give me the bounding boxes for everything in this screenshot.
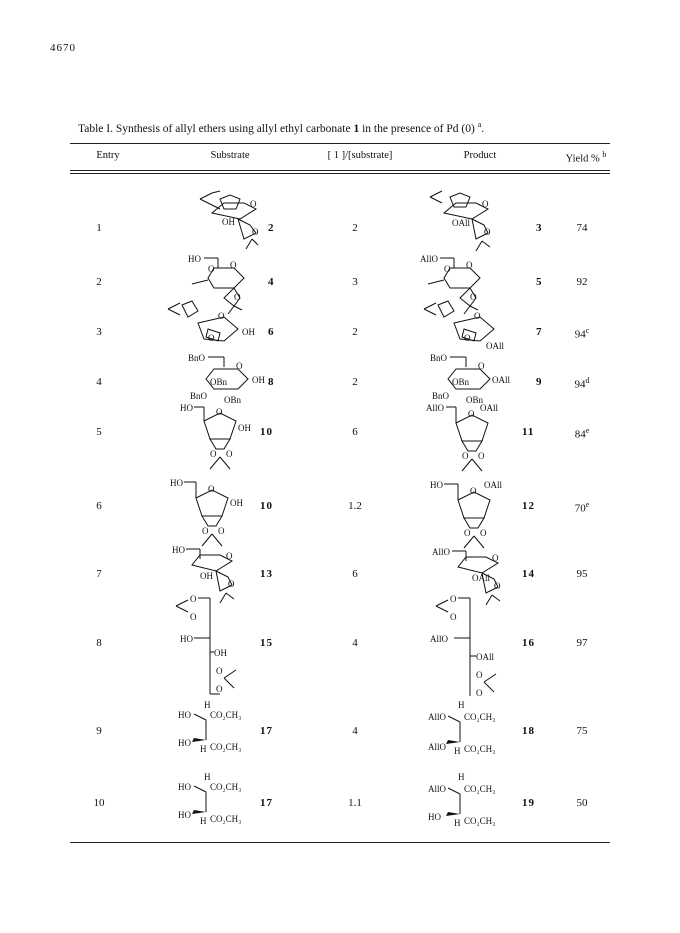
header-yield-label: Yield % bbox=[565, 153, 600, 165]
svg-text:AllO: AllO bbox=[428, 784, 446, 794]
svg-text:O: O bbox=[208, 264, 215, 274]
substrate-compound-number: 13 bbox=[260, 568, 273, 580]
yield-percent: 94 bbox=[574, 328, 586, 341]
product-compound-number: 3 bbox=[536, 222, 543, 234]
svg-text:CO₂CH₃: CO₂CH₃ bbox=[464, 816, 496, 826]
reagent-ratio: 2 bbox=[352, 326, 358, 338]
svg-text:O: O bbox=[464, 528, 471, 538]
svg-text:OBn: OBn bbox=[210, 377, 228, 387]
structure-2 bbox=[200, 191, 259, 249]
svg-text:HO: HO bbox=[428, 812, 441, 822]
svg-text:HO: HO bbox=[172, 545, 185, 555]
svg-text:O: O bbox=[450, 612, 457, 622]
svg-text:O: O bbox=[190, 594, 197, 604]
svg-text:OAll: OAll bbox=[484, 480, 502, 490]
svg-text:O: O bbox=[202, 526, 209, 536]
header-entry: Entry bbox=[96, 150, 120, 161]
svg-text:O: O bbox=[226, 449, 233, 459]
entry-number: 6 bbox=[96, 500, 102, 512]
yield-percent: 94 bbox=[574, 378, 586, 391]
page-number: 4670 bbox=[50, 42, 76, 54]
bottom-rule bbox=[70, 842, 610, 843]
yield-percent: 75 bbox=[576, 725, 588, 737]
svg-text:OH: OH bbox=[242, 327, 255, 337]
svg-text:O: O bbox=[234, 292, 241, 302]
yield-percent: 84 bbox=[574, 428, 586, 441]
structure-17b bbox=[178, 772, 241, 826]
reagent-ratio: 3 bbox=[352, 276, 358, 288]
product-compound-number: 5 bbox=[536, 276, 543, 288]
svg-text:H: H bbox=[200, 816, 207, 826]
svg-text:O: O bbox=[190, 612, 197, 622]
svg-text:HO: HO bbox=[180, 634, 193, 644]
svg-text:AllO: AllO bbox=[426, 403, 444, 413]
structure-10a bbox=[180, 403, 251, 469]
svg-text:H: H bbox=[204, 700, 211, 710]
svg-text:O: O bbox=[216, 407, 223, 417]
structure-14 bbox=[432, 547, 501, 605]
svg-text:BnO: BnO bbox=[188, 353, 206, 363]
reagent-ratio: 4 bbox=[352, 637, 358, 649]
yield-percent: 70 bbox=[574, 502, 586, 515]
product-compound-number: 11 bbox=[522, 426, 535, 438]
svg-text:H: H bbox=[458, 700, 465, 710]
svg-text:OAll: OAll bbox=[476, 652, 494, 662]
svg-text:HO: HO bbox=[170, 478, 183, 488]
svg-text:HO: HO bbox=[430, 480, 443, 490]
product-compound-number: 18 bbox=[522, 725, 535, 737]
entry-number: 3 bbox=[96, 326, 102, 338]
svg-text:HO: HO bbox=[188, 254, 201, 264]
svg-text:AllO: AllO bbox=[430, 634, 448, 644]
structure-15 bbox=[176, 594, 236, 694]
yield-footnote-mark: c bbox=[585, 326, 590, 335]
svg-text:CO₂CH₃: CO₂CH₃ bbox=[464, 744, 496, 754]
svg-text:O: O bbox=[478, 361, 485, 371]
svg-text:CO₂CH₃: CO₂CH₃ bbox=[210, 742, 242, 752]
structure-10b bbox=[170, 478, 243, 546]
entry-number: 1 bbox=[96, 222, 102, 234]
entry-number: 5 bbox=[96, 426, 102, 438]
reagent-ratio: 6 bbox=[352, 426, 358, 438]
yield-percent: 92 bbox=[576, 276, 588, 288]
svg-text:CO₂CH₃: CO₂CH₃ bbox=[210, 782, 242, 792]
structure-13 bbox=[172, 545, 235, 603]
svg-text:AllO: AllO bbox=[420, 254, 438, 264]
structure-16 bbox=[430, 594, 496, 698]
caption-suffix: in the presence of Pd (0) bbox=[359, 122, 478, 135]
svg-text:CO₂CH₃: CO₂CH₃ bbox=[210, 710, 242, 720]
product-compound-number: 16 bbox=[522, 637, 535, 649]
structure-3 bbox=[430, 191, 491, 251]
svg-text:H: H bbox=[204, 772, 211, 782]
structure-12 bbox=[430, 480, 502, 548]
structure-18 bbox=[428, 700, 495, 756]
yield-footnote-mark: d bbox=[585, 376, 590, 385]
yield-footnote-mark: e bbox=[585, 500, 590, 509]
caption-compound: 1 bbox=[353, 122, 360, 135]
substrate-compound-number: 4 bbox=[268, 276, 275, 288]
svg-text:OAll: OAll bbox=[480, 403, 498, 413]
structure-11 bbox=[426, 403, 498, 471]
svg-text:O: O bbox=[444, 264, 451, 274]
substrate-compound-number: 10 bbox=[260, 500, 273, 512]
structure-8 bbox=[188, 353, 265, 405]
svg-text:AllO: AllO bbox=[432, 547, 450, 557]
svg-text:O: O bbox=[478, 451, 485, 461]
reagent-ratio: 1.2 bbox=[348, 500, 362, 512]
svg-text:O: O bbox=[464, 333, 471, 343]
yield-footnote-mark: e bbox=[585, 426, 590, 435]
reagent-ratio: 2 bbox=[352, 376, 358, 388]
reagent-ratio: 1.1 bbox=[348, 797, 362, 809]
svg-text:O: O bbox=[228, 579, 235, 589]
svg-text:OH: OH bbox=[252, 375, 265, 385]
svg-text:OH: OH bbox=[214, 648, 227, 658]
svg-text:OAll: OAll bbox=[492, 375, 510, 385]
svg-text:O: O bbox=[208, 484, 215, 494]
svg-text:O: O bbox=[492, 553, 499, 563]
structure-17a bbox=[178, 700, 241, 754]
svg-text:OBn: OBn bbox=[466, 395, 484, 405]
svg-text:O: O bbox=[218, 526, 225, 536]
substrate-compound-number: 15 bbox=[260, 637, 273, 649]
svg-text:O: O bbox=[482, 199, 489, 209]
product-compound-number: 12 bbox=[522, 500, 535, 512]
entry-number: 2 bbox=[96, 276, 102, 288]
svg-text:O: O bbox=[470, 292, 477, 302]
svg-text:CO₂CH₃: CO₂CH₃ bbox=[464, 784, 496, 794]
substrate-compound-number: 2 bbox=[268, 222, 275, 234]
svg-text:OH: OH bbox=[200, 571, 213, 581]
caption-end: . bbox=[481, 122, 485, 135]
svg-text:O: O bbox=[470, 486, 477, 496]
entry-number: 4 bbox=[96, 376, 102, 388]
svg-text:HO: HO bbox=[178, 738, 191, 748]
structure-6 bbox=[168, 301, 255, 343]
substrate-compound-number: 10 bbox=[260, 426, 273, 438]
header-product: Product bbox=[463, 150, 497, 161]
substrate-compound-number: 6 bbox=[268, 326, 275, 338]
svg-text:CO₂CH₃: CO₂CH₃ bbox=[464, 712, 496, 722]
yield-percent: 95 bbox=[576, 568, 588, 580]
entry-number: 9 bbox=[96, 725, 102, 737]
svg-text:O: O bbox=[216, 666, 223, 676]
svg-text:H: H bbox=[458, 772, 465, 782]
reagent-ratio: 4 bbox=[352, 725, 358, 737]
svg-text:O: O bbox=[208, 333, 215, 343]
structure-19 bbox=[428, 772, 495, 828]
svg-text:HO: HO bbox=[178, 710, 191, 720]
svg-text:OBn: OBn bbox=[224, 395, 242, 405]
caption-prefix: Table I. Synthesis of allyl ethers using allyl ethyl carbonate bbox=[78, 122, 354, 135]
entry-number: 10 bbox=[93, 797, 105, 809]
svg-text:BnO: BnO bbox=[190, 391, 208, 401]
structure-4 bbox=[188, 254, 244, 314]
svg-text:O: O bbox=[476, 688, 483, 698]
svg-text:O: O bbox=[480, 528, 487, 538]
entry-number: 8 bbox=[96, 637, 102, 649]
header-yield-note: b bbox=[602, 150, 607, 159]
svg-text:O: O bbox=[250, 199, 257, 209]
caption-note: a bbox=[477, 120, 482, 129]
svg-text:OBn: OBn bbox=[452, 377, 470, 387]
svg-text:OH: OH bbox=[238, 423, 251, 433]
reagent-ratio: 6 bbox=[352, 568, 358, 580]
svg-text:O: O bbox=[216, 684, 223, 694]
svg-text:BnO: BnO bbox=[432, 391, 450, 401]
svg-text:BnO: BnO bbox=[430, 353, 448, 363]
svg-text:O: O bbox=[476, 670, 483, 680]
svg-text:O: O bbox=[252, 227, 259, 237]
substrate-compound-number: 8 bbox=[268, 376, 275, 388]
svg-text:OH: OH bbox=[222, 217, 235, 227]
svg-text:O: O bbox=[484, 227, 491, 237]
svg-text:H: H bbox=[454, 746, 461, 756]
svg-text:H: H bbox=[200, 744, 207, 754]
svg-text:HO: HO bbox=[180, 403, 193, 413]
svg-text:O: O bbox=[210, 449, 217, 459]
product-compound-number: 9 bbox=[536, 376, 543, 388]
svg-text:AllO: AllO bbox=[428, 712, 446, 722]
entry-number: 7 bbox=[96, 568, 102, 580]
svg-text:H: H bbox=[454, 818, 461, 828]
svg-text:O: O bbox=[466, 260, 473, 270]
yield-percent: 74 bbox=[576, 222, 588, 234]
yield-percent: 50 bbox=[576, 797, 588, 809]
svg-text:CO₂CH₃: CO₂CH₃ bbox=[210, 814, 242, 824]
substrate-compound-number: 17 bbox=[260, 797, 273, 809]
svg-text:O: O bbox=[230, 260, 237, 270]
product-compound-number: 7 bbox=[536, 326, 543, 338]
svg-text:O: O bbox=[450, 594, 457, 604]
svg-text:OAll: OAll bbox=[452, 218, 470, 228]
svg-text:HO: HO bbox=[178, 810, 191, 820]
structure-7 bbox=[424, 301, 504, 351]
product-compound-number: 14 bbox=[522, 568, 535, 580]
svg-text:O: O bbox=[226, 551, 233, 561]
svg-text:AllO: AllO bbox=[428, 742, 446, 752]
header-ratio: [ 1 ]/[substrate] bbox=[327, 150, 393, 161]
yield-percent: 97 bbox=[576, 637, 588, 649]
svg-text:O: O bbox=[218, 311, 225, 321]
reagent-ratio: 2 bbox=[352, 222, 358, 234]
header-substrate: Substrate bbox=[210, 150, 250, 161]
substrate-compound-number: 17 bbox=[260, 725, 273, 737]
svg-text:O: O bbox=[236, 361, 243, 371]
product-compound-number: 19 bbox=[522, 797, 535, 809]
svg-text:OAll: OAll bbox=[472, 573, 490, 583]
svg-text:O: O bbox=[494, 581, 501, 591]
svg-text:O: O bbox=[468, 409, 475, 419]
structure-9 bbox=[430, 353, 510, 405]
svg-text:HO: HO bbox=[178, 782, 191, 792]
svg-text:O: O bbox=[462, 451, 469, 461]
svg-text:OAll: OAll bbox=[486, 341, 504, 351]
svg-text:O: O bbox=[474, 311, 481, 321]
svg-text:OH: OH bbox=[230, 498, 243, 508]
